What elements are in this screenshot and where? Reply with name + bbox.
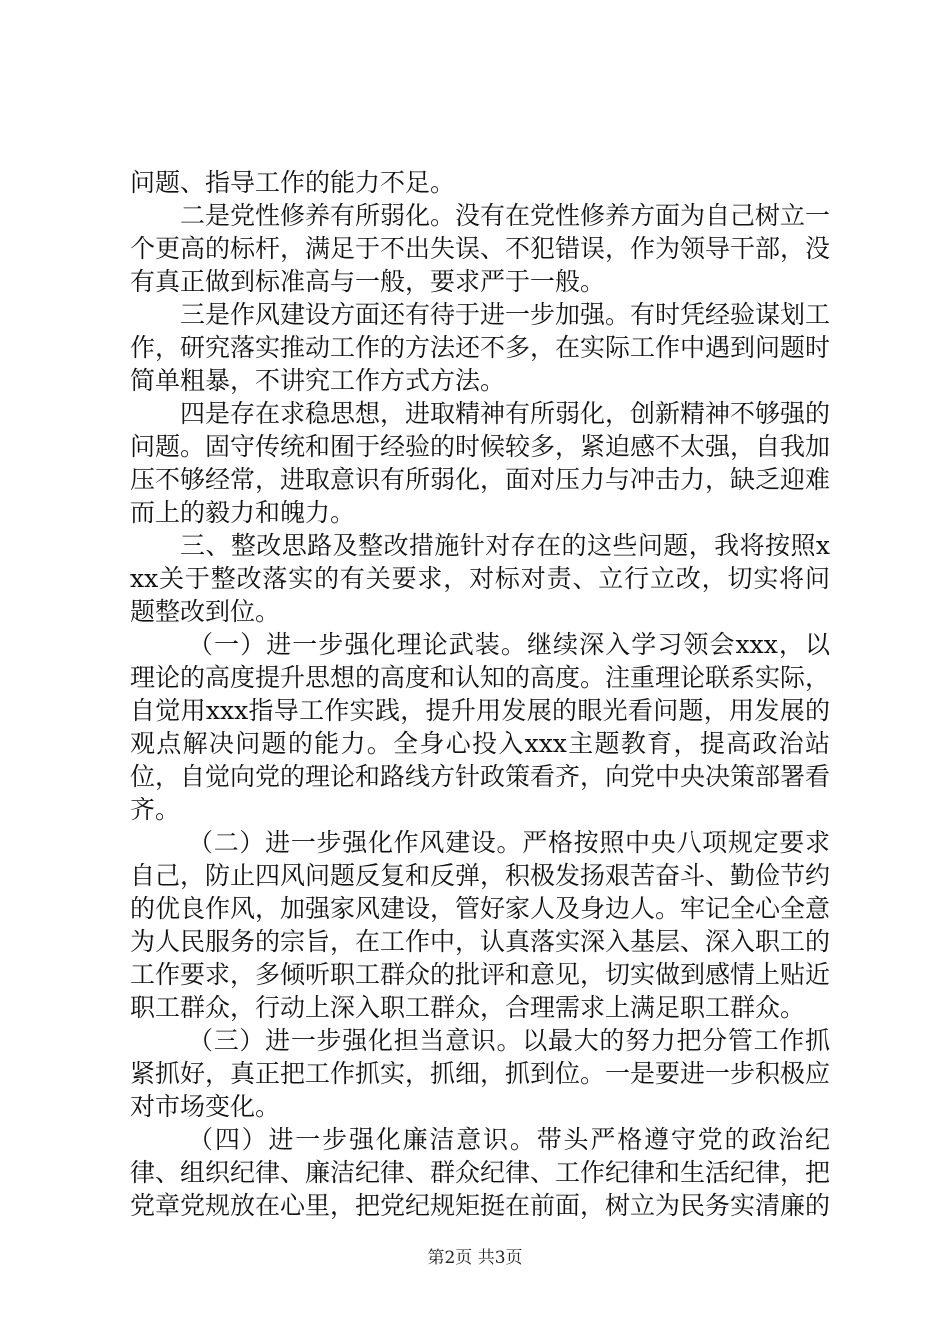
paragraph-measure-four: （四）进一步强化廉洁意识。带头严格遵守党的政治纪律、组织纪律、廉洁纪律、群众纪律、工作纪律和生活纪律，把党章党规放在心里，把党纪规矩挺在前面，树立为民务实清廉的 [130,1125,831,1220]
paragraph-point-two: 二是党性修养有所弱化。没有在党性修养方面为自己树立一个更高的标杆，满足于不出失误、不犯错误，作为领导干部，没有真正做到标准高与一般，要求严于一般。 [130,201,831,296]
paragraph-measure-two: （二）进一步强化作风建设。严格按照中央八项规定要求自己，防止四风问题反复和反弹，积极发扬艰苦奋斗、勤俭节约的优良作风，加强家风建设，管好家人及身边人。牢记全心全意为人民服务的宗旨，在工作中，认真落实深入基层、深入职工的工作要求，多倾听职工群众的批评和意见，切实做到感情上贴近职工群众，行动上深入职工群众，合理需求上满足职工群众。 [130,828,831,1022]
document-body [130,166,830,1222]
paragraph-measure-three: （三）进一步强化担当意识。以最大的努力把分管工作抓紧抓好，真正把工作抓实，抓细，抓到位。一是要进一步积极应对市场变化。 [130,1026,831,1121]
page-number-footer: 第2页 共3页 [427,1248,523,1268]
paragraph-section-three: 三、整改思路及整改措施针对存在的这些问题，我将按照xxx关于整改落实的有关要求，对标对责、立行立改，切实将问题整改到位。 [130,531,830,626]
paragraph-point-four: 四是存在求稳思想，进取精神有所弱化，创新精神不够强的问题。固守传统和囿于经验的时候较多，紧迫感不太强，自我加压不够经常，进取意识有所弱化，面对压力与冲击力，缺乏迎难而上的毅力和魄力。 [130,399,831,527]
paragraph-continuation: 问题、指导工作的能力不足。 [130,168,456,197]
paragraph-point-three: 三是作风建设方面还有待于进一步加强。有时凭经验谋划工作，研究落实推动工作的方法还不多，在实际工作中遇到问题时简单粗暴，不讲究工作方式方法。 [130,300,831,395]
paragraph-measure-one: （一）进一步强化理论武装。继续深入学习领会xxx，以理论的高度提升思想的高度和认知的高度。注重理论联系实际，自觉用xxx指导工作实践，提升用发展的眼光看问题，用发展的观点解决问题的能力。全身心投入xxx主题教育，提高政治站位，自觉向党的理论和路线方针政策看齐，向党中央决策部署看齐。 [130,630,831,824]
